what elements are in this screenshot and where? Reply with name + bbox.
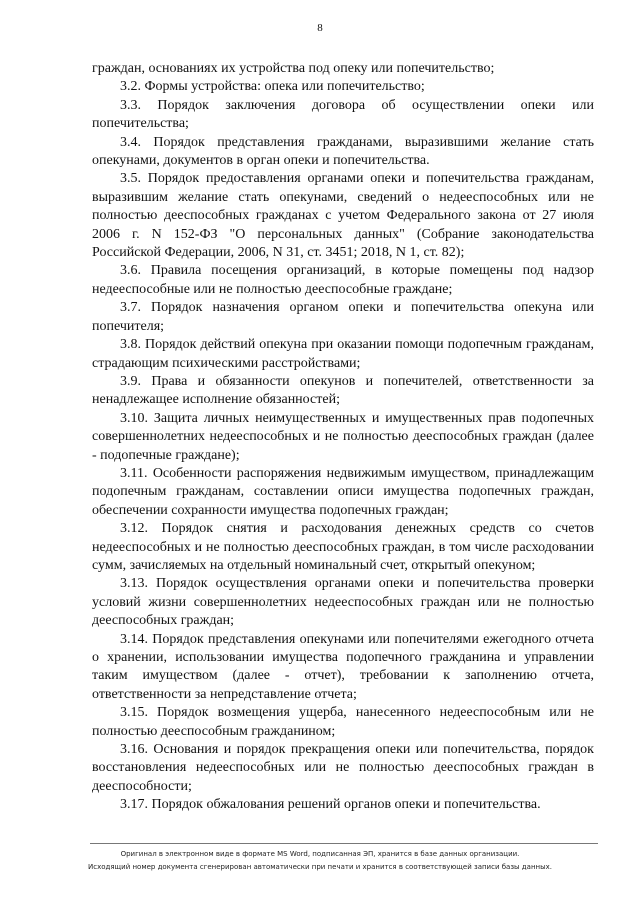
paragraph-3-9: 3.9. Права и обязанности опекунов и попечителей, ответственности за ненадлежащее исполнение обязанностей;	[92, 373, 594, 408]
paragraph-3-13: 3.13. Порядок осуществления органами опеки и попечительства проверки условий жизни совершеннолетних недееспособных граждан или не полностью дееспособных граждан;	[92, 576, 594, 629]
paragraph-3-7: 3.7. Порядок назначения органом опеки и попечительства опекуна или попечителя;	[92, 300, 594, 334]
paragraph-3-2: 3.2. Формы устройства: опека или попечительство;	[120, 79, 425, 95]
paragraph-3-3: 3.3. Порядок заключения договора об осуществлении опеки или попечительства;	[92, 97, 594, 132]
footer-original-note: Оригинал в электронном виде в формате MS Word, подписанная ЭП, хранится в базе данных организации.	[120, 850, 520, 858]
page-number: 8	[317, 22, 323, 34]
paragraph-3-10: 3.10. Защита личных неимущественных и имущественных прав подопечных совершеннолетних недееспособных и не полностью дееспособных граждан (далее - подопечные граждане);	[92, 410, 594, 463]
paragraph-3-17: 3.17. Порядок обжалования решений органов опеки и попечительства.	[120, 797, 541, 813]
paragraph-3-12: 3.12. Порядок снятия и расходования денежных средств со счетов недееспособных и не полностью дееспособных граждан, в том числе расходовании сумм, зачисляемых на отдельный номинальный счет, открытый опекуном;	[92, 521, 594, 573]
document-body	[92, 60, 594, 815]
paragraph-3-4: 3.4. Порядок представления гражданами, выразившими желание стать опекунами, документов в орган опеки и попечительства.	[92, 134, 594, 169]
paragraph-3-6: 3.6. Правила посещения организаций, в которые помещены под надзор недееспособные или не полностью дееспособные граждане;	[92, 263, 594, 297]
paragraph-3-15: 3.15. Порядок возмещения ущерба, нанесенного недееспособным или не полностью дееспособным гражданином;	[92, 705, 594, 739]
paragraph-3-14: 3.14. Порядок представления опекунами или попечителями ежегодного отчета о хранении, использовании имущества подопечного гражданина и управлении таким имуществом (далее - отчет), требовании к заполнению отчета, ответственности за непредставление отчета;	[92, 631, 594, 702]
paragraph-3-11: 3.11. Особенности распоряжения недвижимым имуществом, принадлежащим подопечным гражданам, составлении описи имущества подопечных граждан, обеспечении сохранности имущества подопечных граждан;	[92, 465, 594, 518]
footer-outgoing-number-note: Исходящий номер документа сгенерирован автоматически при печати и хранится в соответствующей записи базы данных.	[88, 863, 552, 871]
paragraph-3-5: 3.5. Порядок предоставления органами опеки и попечительства гражданам, выразившим желание стать опекунами, сведений о недееспособных или не полностью дееспособных гражданах с учетом Федерального закона от 27 июля 2006 г. N 152-ФЗ "О персональных данных" (Собрание законодательства Российской Федерации, 2006, N 31, ст. 3451; 2018, N 1, ст. 82);	[92, 171, 594, 261]
document-footer	[0, 848, 640, 874]
paragraph-3-16: 3.16. Основания и порядок прекращения опеки или попечительства, порядок восстановления недееспособных или не полностью дееспособных граждан в дееспособности;	[92, 742, 594, 794]
footer-divider	[90, 843, 598, 844]
paragraph-continuation: граждан, основаниях их устройства под опеку или попечительство;	[92, 61, 495, 76]
paragraph-3-8: 3.8. Порядок действий опекуна при оказании помощи подопечным гражданам, страдающим психическими расстройствами;	[92, 337, 594, 371]
